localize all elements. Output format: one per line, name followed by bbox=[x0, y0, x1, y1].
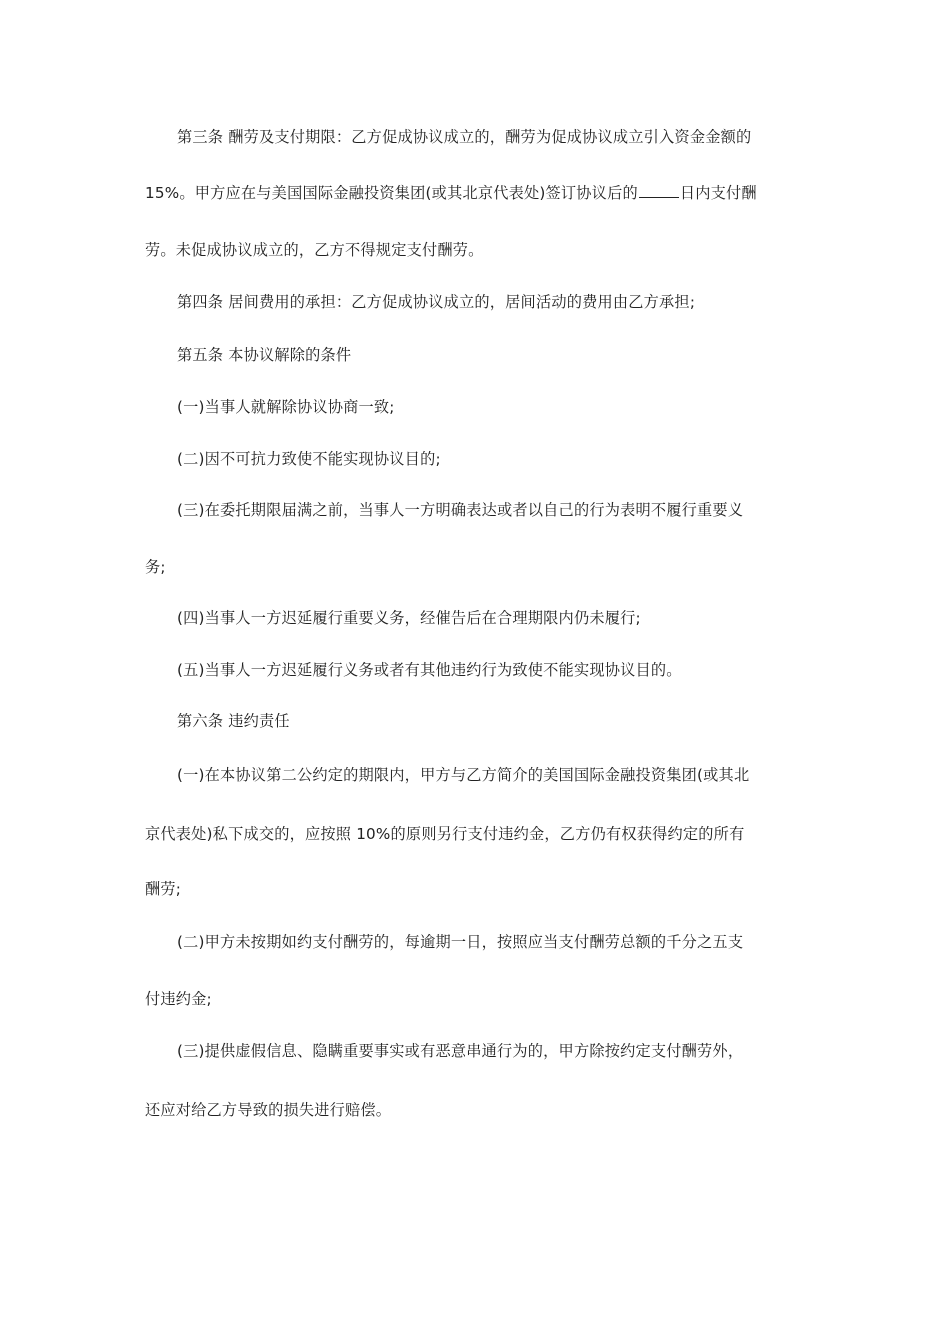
article-6-item-1-line-2: 京代表处)私下成交的，应按照 10%的原则另行支付违约金，乙方仍有权获得约定的所有 bbox=[145, 825, 745, 843]
article-5-item-3-line-2: 务; bbox=[145, 558, 166, 576]
article-6-item-2-line-2: 付违约金; bbox=[145, 990, 212, 1008]
article-5-title: 第五条 本协议解除的条件 bbox=[177, 346, 352, 364]
article-5-item-5: (五)当事人一方迟延履行义务或者有其他违约行为致使不能实现协议目的。 bbox=[177, 661, 682, 679]
article-5-item-3-line-1: (三)在委托期限届满之前，当事人一方明确表达或者以自己的行为表明不履行重要义 bbox=[177, 501, 744, 519]
article-6-item-3-line-1: (三)提供虚假信息、隐瞒重要事实或有恶意串通行为的，甲方除按约定支付酬劳外， bbox=[177, 1042, 744, 1060]
article-5-item-2: (二)因不可抗力致使不能实现协议目的; bbox=[177, 450, 441, 468]
article-5-item-1: (一)当事人就解除协议协商一致; bbox=[177, 398, 395, 416]
fill-in-blank bbox=[639, 183, 679, 198]
article-3-line-2-text: 15%。甲方应在与美国国际金融投资集团(或其北京代表处)签订协议后的 bbox=[145, 184, 638, 202]
article-3-line-3: 劳。未促成协议成立的，乙方不得规定支付酬劳。 bbox=[145, 241, 484, 259]
article-3-line-2-tail: 日内支付酬 bbox=[679, 184, 757, 202]
article-6-item-2-line-1: (二)甲方未按期如约支付酬劳的，每逾期一日，按照应当支付酬劳总额的千分之五支 bbox=[177, 933, 744, 951]
article-6-item-1-line-3: 酬劳; bbox=[145, 880, 182, 898]
article-6-item-1-line-1: (一)在本协议第二公约定的期限内，甲方与乙方简介的美国国际金融投资集团(或其北 bbox=[177, 766, 750, 784]
article-4: 第四条 居间费用的承担：乙方促成协议成立的，居间活动的费用由乙方承担; bbox=[177, 293, 696, 311]
article-6-item-3-line-2: 还应对给乙方导致的损失进行赔偿。 bbox=[145, 1101, 392, 1119]
article-3-line-1: 第三条 酬劳及支付期限：乙方促成协议成立的，酬劳为促成协议成立引入资金金额的 bbox=[177, 128, 752, 146]
article-3-line-2 bbox=[145, 183, 810, 203]
article-6-title: 第六条 违约责任 bbox=[177, 712, 290, 730]
article-5-item-4: (四)当事人一方迟延履行重要义务，经催告后在合理期限内仍未履行; bbox=[177, 609, 641, 627]
